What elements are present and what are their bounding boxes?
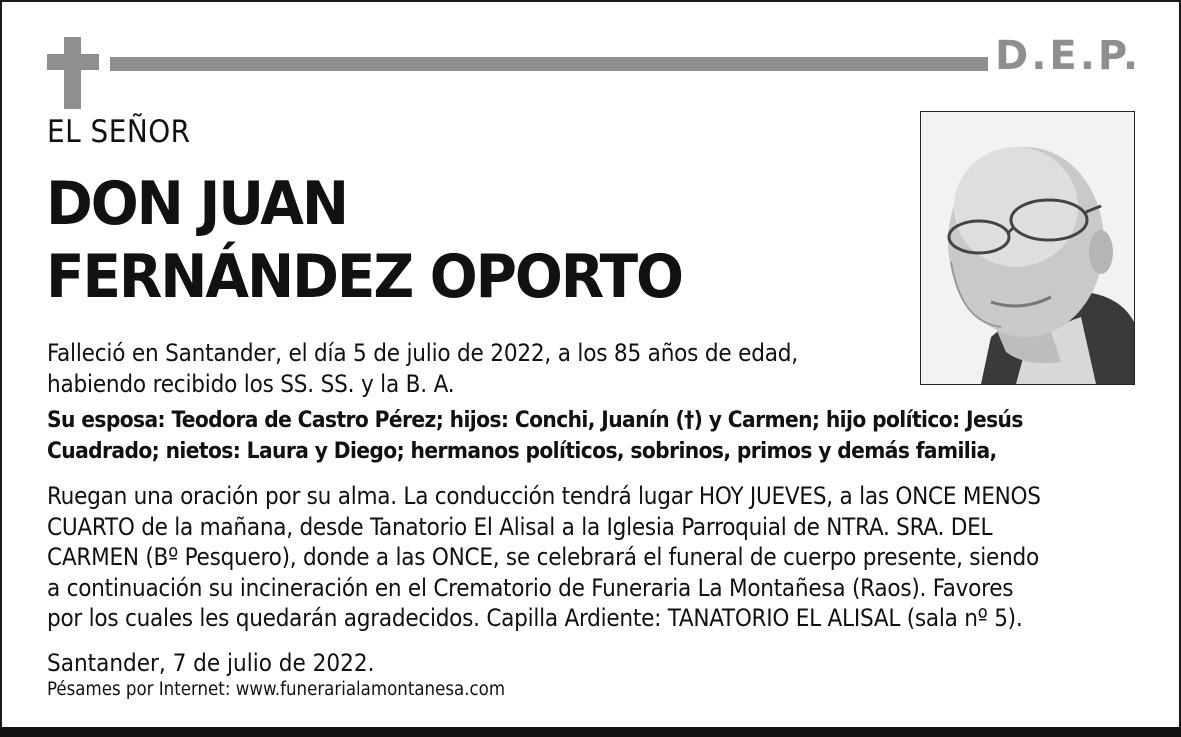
family-list <box>47 405 1157 466</box>
family-line-2: Cuadrado; nietos: Laura y Diego; hermanos políticos, sobrinos, primos y demás familia, <box>47 437 997 464</box>
header-rule <box>110 57 988 71</box>
title-prefix: EL SEÑOR <box>47 114 191 150</box>
death-notice-line-1: Falleció en Santander, el día 5 de julio de 2022, a los 85 años de edad, <box>47 339 798 367</box>
ceremony-line-4: a continuación su incineración en el Crematorio de Funeraria La Montañesa (Raos). Favores <box>47 573 1014 602</box>
condolences-link[interactable]: Pésames por Internet: www.funerarialamontanesa.com <box>47 679 506 700</box>
death-notice <box>47 338 1157 399</box>
ceremony-line-2: CUARTO de la mañana, desde Tanatorio El Alisal a la Iglesia Parroquial de NTRA. SRA. DEL <box>47 512 993 541</box>
bottom-rule <box>0 727 1181 737</box>
ceremony-line-5: por los cuales les quedarán agradecidos. Capilla Ardiente: TANATORIO EL ALISAL (sala nº 5). <box>47 604 1023 632</box>
deceased-name <box>46 168 682 314</box>
place-date: Santander, 7 de julio de 2022. <box>47 649 375 677</box>
ceremony-line-1: Ruegan una oración por su alma. La conducción tendrá lugar HOY JUEVES, a las ONCE MENOS <box>47 482 1041 510</box>
ceremony-line-3: CARMEN (Bº Pesquero), donde a las ONCE, se celebrará el funeral de cuerpo presente, siendo <box>47 543 1039 571</box>
death-notice-line-2: habiendo recibido los SS. SS. y la B. A. <box>47 369 455 398</box>
family-line-1: Su esposa: Teodora de Castro Pérez; hijos: Conchi, Juanín (†) y Carmen; hijo político: Jesús <box>47 407 1023 433</box>
dep-label: D.E.P. <box>995 33 1142 79</box>
name-line-1: DON JUAN <box>46 169 347 239</box>
name-line-2: FERNÁNDEZ OPORTO <box>46 242 682 312</box>
cross-icon <box>47 37 99 109</box>
ceremony-details <box>47 481 1157 634</box>
